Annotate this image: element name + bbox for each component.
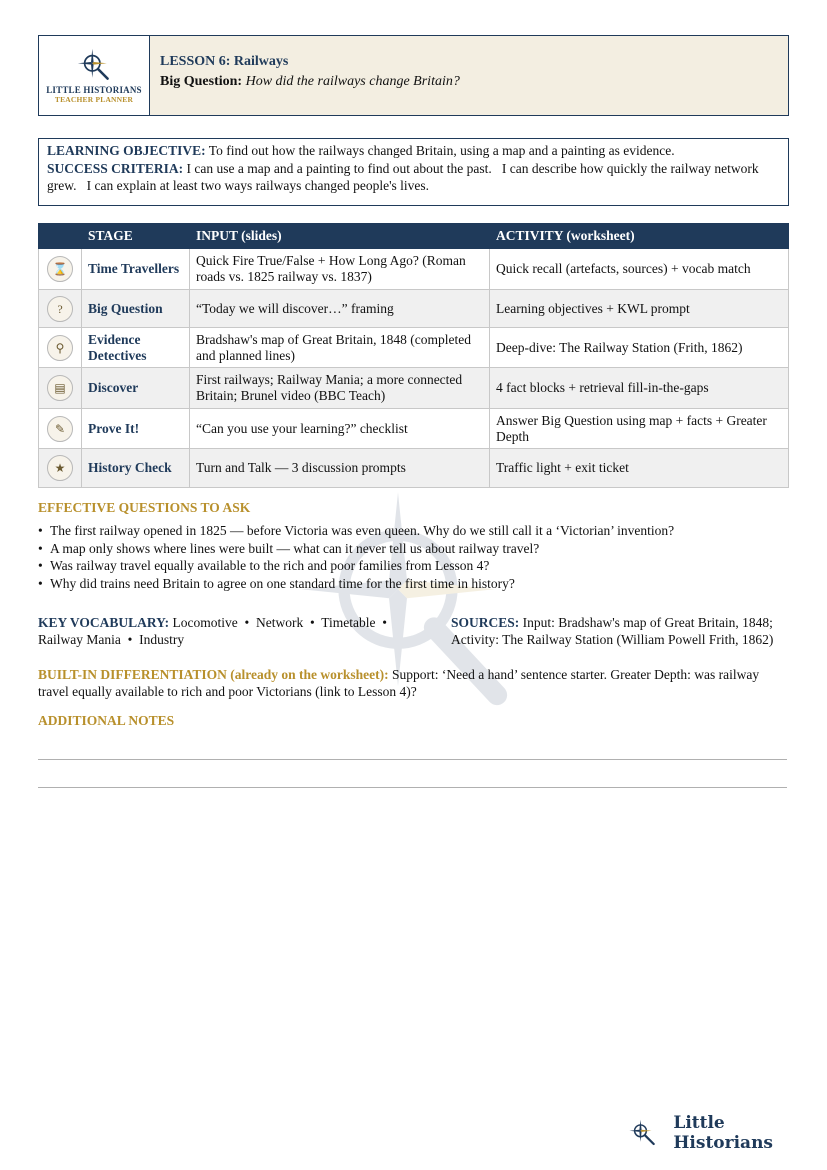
- activity-column-header: ACTIVITY (worksheet): [490, 224, 789, 249]
- learning-objective-label: LEARNING OBJECTIVE:: [47, 143, 206, 158]
- objectives-box: [38, 138, 789, 206]
- logo-subtitle: TEACHER PLANNER: [54, 94, 134, 104]
- stage-activity: 4 fact blocks + retrieval fill-in-the-gaps: [490, 368, 789, 409]
- list-item: • Was railway travel equally available to the rich and poor families from Lesson 4?: [38, 557, 674, 575]
- stage-input: “Can you use your learning?” checklist: [190, 409, 490, 449]
- stage-input: “Today we will discover…” framing: [190, 290, 490, 328]
- differentiation-text: Support: ‘Need a hand’ sentence starter. Greater Depth: was railway travel equally available to rich and poor Victorians (link to Lesson 4)?: [38, 667, 760, 699]
- big-question-label: Big Question:: [160, 74, 243, 89]
- stage-input: Turn and Talk — 3 discussion prompts: [190, 449, 490, 488]
- notes-line[interactable]: [38, 787, 787, 788]
- input-column-header: INPUT (slides): [190, 224, 490, 249]
- stage-input: Bradshaw's map of Great Britain, 1848 (completed and planned lines): [190, 328, 490, 368]
- stage-column-header: STAGE: [82, 224, 190, 249]
- differentiation-label: BUILT-IN DIFFERENTIATION (already on the worksheet):: [38, 667, 389, 682]
- book-icon: ▤: [47, 375, 73, 401]
- stage-input: Quick Fire True/False + How Long Ago? (Roman roads vs. 1825 railway vs. 1837): [190, 249, 490, 290]
- table-row: [39, 409, 789, 449]
- big-question: [160, 74, 778, 90]
- stage-name: Prove It!: [82, 409, 190, 449]
- stage-name: Discover: [82, 368, 190, 409]
- stage-activity: Deep-dive: The Railway Station (Frith, 1862): [490, 328, 789, 368]
- stage-input: First railways; Railway Mania; a more connected Britain; Brunel video (BBC Teach): [190, 368, 490, 409]
- list-item: • A map only shows where lines were built — what can it never tell us about railway travel?: [38, 540, 674, 558]
- list-item: • Why did trains need Britain to agree on one standard time for the first time in history?: [38, 575, 674, 593]
- learning-objective: [47, 142, 780, 160]
- table-row: [39, 449, 789, 488]
- list-item: • The first railway opened in 1825 — before Victoria was even queen. Why do we still call it a ‘Victorian’ invention?: [38, 522, 674, 540]
- sources: [451, 614, 791, 648]
- stage-activity: Quick recall (artefacts, sources) + vocab match: [490, 249, 789, 290]
- sources-text: Input: Bradshaw's map of Great Britain, 1848; Activity: The Railway Station (William Powell Frith, 1862): [451, 615, 774, 647]
- question-icon: ?: [47, 296, 73, 322]
- learning-objective-text: To find out how the railways changed Britain, using a map and a painting as evidence.: [208, 143, 675, 158]
- sources-label: SOURCES:: [451, 615, 520, 630]
- notes-heading: ADDITIONAL NOTES: [38, 713, 175, 728]
- logo-name: LITTLE HISTORIANS: [46, 84, 142, 95]
- icon-column-header: [39, 224, 82, 249]
- stage-name: Time Travellers: [82, 249, 190, 290]
- notes-line[interactable]: [38, 759, 787, 760]
- differentiation: [38, 666, 790, 700]
- stage-name: Evidence Detectives: [82, 328, 190, 368]
- lesson-title: LESSON 6: Railways: [160, 54, 289, 69]
- lesson-plan-table: [38, 223, 789, 488]
- stage-name: History Check: [82, 449, 190, 488]
- stage-name: Big Question: [82, 290, 190, 328]
- table-row: [39, 328, 789, 368]
- big-question-text: How did the railways change Britain?: [245, 74, 460, 89]
- stage-activity: Answer Big Question using map + facts + Greater Depth: [490, 409, 789, 449]
- table-row: [39, 290, 789, 328]
- table-header-row: [39, 224, 789, 249]
- stage-activity: Traffic light + exit ticket: [490, 449, 789, 488]
- hourglass-icon: ⌛: [47, 256, 73, 282]
- magnifier-icon: ⚲: [47, 335, 73, 361]
- success-criteria: [47, 160, 780, 195]
- success-criteria-text: I can use a map and a painting to find out about the past. I can describe how quickly the railway network grew. I can explain at least two ways railways changed people's lives.: [47, 160, 762, 193]
- table-row: [39, 249, 789, 290]
- table-row: [39, 368, 789, 409]
- stage-activity: Learning objectives + KWL prompt: [490, 290, 789, 328]
- logo-block: [39, 36, 150, 115]
- star-icon: ★: [47, 455, 73, 481]
- vocabulary-text: Locomotive • Network • Timetable • Railway Mania • Industry: [38, 615, 394, 647]
- compass-logo-icon: [628, 1118, 657, 1148]
- success-criteria-label: SUCCESS CRITERIA:: [47, 160, 184, 176]
- vocabulary-label: KEY VOCABULARY:: [38, 615, 170, 630]
- pencil-icon: ✎: [47, 416, 73, 442]
- lesson-header: [38, 35, 789, 116]
- footer-brand-name: Little Historians: [673, 1113, 774, 1153]
- questions-heading: EFFECTIVE QUESTIONS TO ASK: [38, 500, 251, 515]
- key-vocabulary: [38, 614, 418, 648]
- title-block: [150, 36, 788, 115]
- footer-brand: [628, 1113, 827, 1153]
- questions-list: [38, 522, 674, 592]
- compass-logo-icon: [77, 48, 111, 82]
